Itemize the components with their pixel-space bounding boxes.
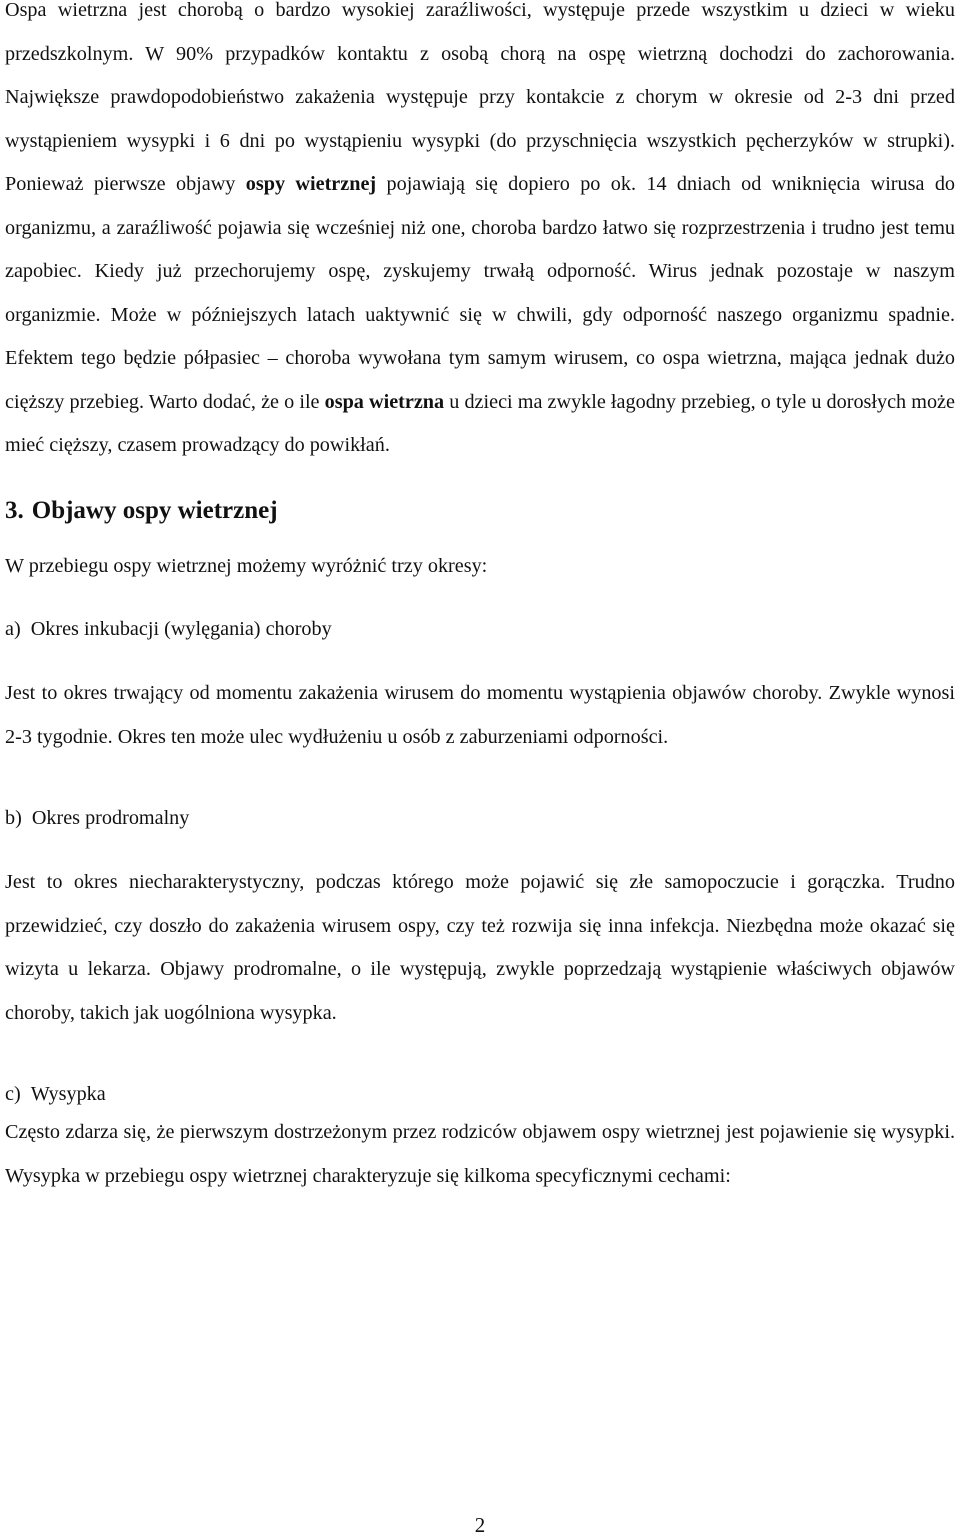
section-heading <box>5 495 955 527</box>
period-a-text: Jest to okres trwający od momentu zakażenia wirusem do momentu wystąpienia objawów choroby. Zwykle wynosi 2-3 tygodnie. Okres ten może ulec wydłużeniu u osób z zaburzeniami odporności. <box>5 682 955 748</box>
intro-paragraph <box>5 0 955 468</box>
intro-text-3: u dzieci ma zwykle łagodny przebieg, o tyle u dorosłych może mieć cięższy, czasem prowadzący do powikłań. <box>5 390 955 456</box>
intro-text-1: Ospa wietrzna jest chorobą o bardzo wysokiej zaraźliwości, występuje przede wszystkim u dzieci w wieku przedszkolnym. W 90% przypadków kontaktu z osobą chorą na ospę wietrzną dochodzi do zachorowania. Największe prawdopodobieństwo zakażenia występuje przy kontakcie z chorym w okresie od 2-3 dni przed wystąpieniem wysypki i 6 dni po wystąpieniu wysypki (do przyschnięcia wszystkich pęcherzyków w strupki). Ponieważ pierwsze objawy <box>5 0 955 195</box>
period-b-title: Okres prodromalny <box>31 807 190 829</box>
section-number: 3. <box>5 496 24 524</box>
page-number: 2 <box>474 1513 486 1537</box>
period-a-title: Okres inkubacji (wylęgania) choroby <box>30 618 332 640</box>
section-title: Objawy ospy wietrznej <box>31 496 278 524</box>
intro-bold-2: ospa wietrzna <box>324 390 445 413</box>
period-b-letter: b) <box>5 807 22 829</box>
period-c-letter: c) <box>5 1083 21 1105</box>
period-b-heading <box>5 803 955 833</box>
intro-bold-1: ospy wietrznej <box>245 173 377 195</box>
period-c-text: Często zdarza się, że pierwszym dostrzeżonym przez rodziców objawem ospy wietrznej jest pojawienie się wysypki. Wysypka w przebiegu ospy wietrznej charakteryzuje się kilkoma specyficznymi cechami: <box>5 1121 955 1187</box>
period-b-text: Jest to okres niecharakterystyczny, podczas którego może pojawić się złe samopoczucie i gorączka. Trudno przewidzieć, czy doszło do zakażenia wirusem ospy, czy też rozwija się inna infekcja. Niezbędna może okazać się wizyta u lekarza. Objawy prodromalne, o ile występują, zwykle poprzedzają wystąpienie właściwych objawów choroby, takich jak uogólniona wysypka. <box>5 871 955 1024</box>
section-lead: W przebiegu ospy wietrznej możemy wyróżnić trzy okresy: <box>5 554 488 577</box>
period-c-heading <box>5 1079 955 1109</box>
intro-text-2: pojawiają się dopiero po ok. 14 dniach od wniknięcia wirusa do organizmu, a zaraźliwość pojawia się wcześniej niż one, choroba bardzo łatwo się rozprzestrzenia i trudno jest temu zapobiec. Kiedy już przechorujemy ospę, zyskujemy trwałą odporność. Wirus jednak pozostaje w naszym organizmie. Może w późniejszych latach uaktywnić się w chwili, gdy odporność naszego organizmu spadnie. Efektem tego będzie półpasiec – choroba wywołana tym samym wirusem, co ospa wietrzna, mająca jednak dużo cięższy przebieg. Warto dodać, że o ile <box>5 173 956 413</box>
period-a-letter: a) <box>5 618 21 640</box>
period-c-title: Wysypka <box>30 1083 106 1105</box>
document-page <box>5 0 955 1198</box>
period-a-heading <box>5 614 955 644</box>
